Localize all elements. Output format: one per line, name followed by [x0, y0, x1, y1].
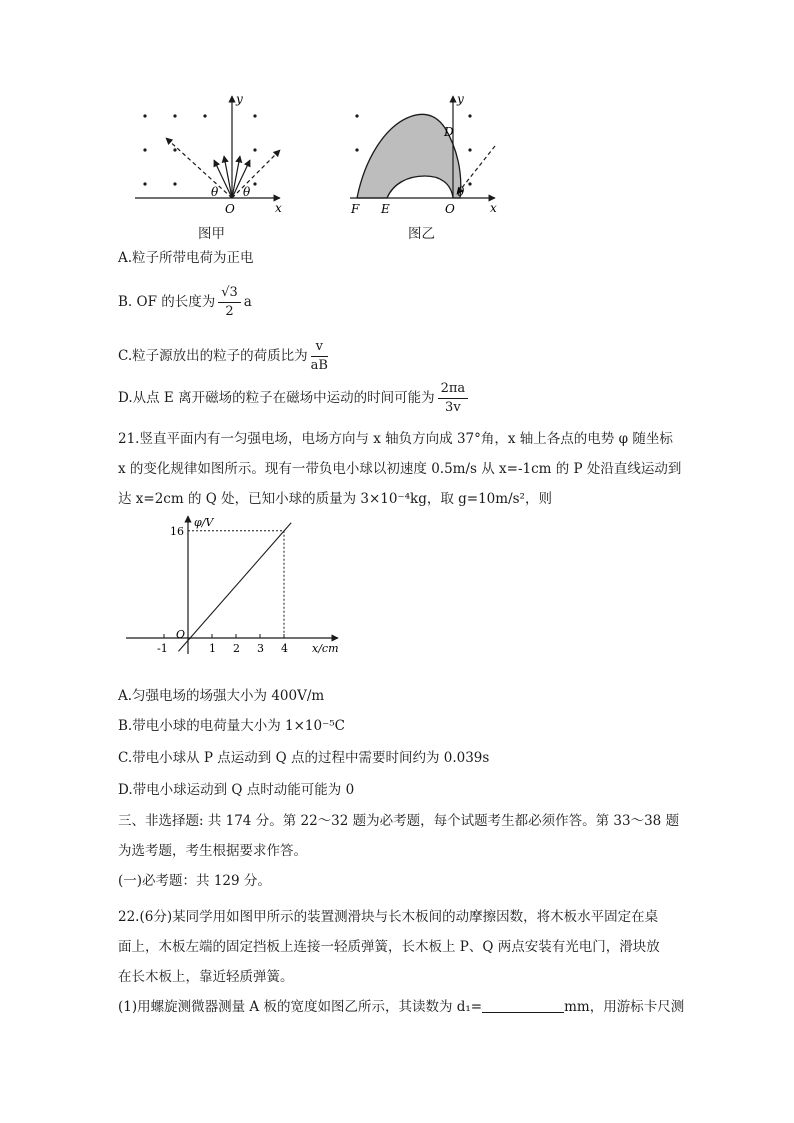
q21-option-d: D.带电小球运动到 Q 点时动能可能为 0 — [118, 782, 355, 798]
q21-stem-line1: 21.竖直平面内有一匀强电场，电场方向与 x 轴负方向成 37°角，x 轴上各点的电势 φ 随坐标 — [118, 431, 673, 447]
q21-option-b: B.带电小球的电荷量大小为 1×10⁻⁵C — [118, 718, 345, 734]
x-tick-label: 1 — [209, 642, 216, 655]
q20-option-c — [118, 338, 331, 375]
q22-line4-suffix: mm，用游标卡尺测 — [564, 999, 685, 1015]
magnetic-field-dots — [143, 114, 256, 185]
x-label: x — [275, 201, 282, 215]
label-e: E — [381, 202, 390, 216]
q22-stem — [118, 902, 688, 1022]
q22-line2: 面上，木板左端的固定挡板上连接一轻质弹簧，长木板上 P、Q 两点安装有光电门，滑块放 — [118, 939, 660, 955]
option-b-fraction — [218, 284, 241, 321]
origin-label: O — [225, 202, 235, 216]
x-axis-label: x/cm — [312, 642, 339, 655]
q20-option-b — [118, 284, 252, 321]
q21-stem — [118, 424, 688, 514]
option-c-numerator: v — [311, 338, 328, 357]
section-3-line3: (一)必考题：共 129 分。 — [118, 873, 271, 889]
option-b-denominator: 2 — [225, 304, 234, 319]
option-b-suffix: a — [243, 294, 252, 310]
q22-line3: 在长木板上，靠近轻质弹簧。 — [118, 969, 294, 985]
q21-stem-line2: x 的变化规律如图所示。现有一带负电小球以初速度 0.5m/s 从 x=-1cm 的 P 处沿直线运动到 — [118, 461, 682, 477]
x-tick-label: -1 — [157, 642, 168, 655]
caption-jia: 图甲 — [198, 226, 225, 242]
option-d-fraction — [438, 380, 469, 417]
answer-blank-d1[interactable] — [482, 998, 564, 1013]
y-axis-label: φ/V — [194, 516, 214, 529]
q22-line4-prefix: (1)用螺旋测微器测量 A 板的宽度如图乙所示，其读数为 d₁= — [118, 999, 483, 1015]
figure-jia — [130, 88, 290, 218]
q22-line4 — [118, 992, 688, 1022]
section-3-line1: 三、非选择题: 共 174 分。第 22～32 题为必考题，每个试题考生都必须作答。第 33～38 题 — [118, 813, 680, 829]
q22-line1: 22.(6分)某同学用如图甲所示的装置测滑块与长木板间的动摩擦因数，将木板水平固定在桌 — [118, 909, 659, 925]
theta-right: θ — [243, 185, 251, 199]
section-3-heading — [118, 806, 688, 896]
q20-option-d — [118, 380, 471, 417]
q21-stem-line3: 达 x=2cm 的 Q 处，已知小球的质量为 3×10⁻⁴kg，取 g=10m/s²，则 — [118, 491, 552, 507]
y-label: y — [236, 92, 243, 106]
origin-label: O — [445, 202, 455, 216]
label-f: F — [351, 202, 360, 216]
x-label: x — [490, 201, 497, 215]
option-b-prefix: B. OF 的长度为 — [118, 294, 216, 310]
q21-option-a: A.匀强电场的场强大小为 400V/m — [118, 688, 325, 704]
theta-label: θ — [457, 185, 465, 199]
theta-left: θ — [211, 185, 219, 199]
dashed-arrow-left — [166, 138, 232, 198]
option-d-prefix: D.从点 E 离开磁场的粒子在磁场中运动的时间可能为 — [118, 390, 435, 406]
y-tick-label: 16 — [170, 524, 184, 538]
phi-x-chart — [118, 510, 348, 660]
q21-option-c: C.带电小球从 P 点运动到 Q 点的过程中需要时间约为 0.039s — [118, 750, 490, 766]
option-c-denominator: aB — [310, 358, 328, 373]
q20-option-a: A.粒子所带电荷为正电 — [118, 250, 254, 266]
label-d: D — [444, 125, 454, 139]
option-d-denominator: 3v — [445, 400, 461, 415]
phi-line — [178, 523, 291, 652]
x-tick-label: 2 — [233, 642, 240, 655]
option-c-fraction — [311, 338, 328, 375]
option-d-numerator: 2πa — [438, 380, 469, 399]
x-tick-label: 3 — [257, 642, 264, 655]
option-b-numerator: √3 — [218, 284, 241, 303]
caption-yi: 图乙 — [408, 226, 435, 242]
y-label: y — [457, 92, 464, 106]
origin-label: O — [176, 628, 186, 641]
option-c-prefix: C.粒子源放出的粒子的荷质比为 — [118, 348, 308, 364]
section-3-line2: 为选考题，考生根据要求作答。 — [118, 843, 307, 859]
figure-yi — [345, 88, 505, 218]
x-tick-label: 4 — [281, 642, 288, 655]
